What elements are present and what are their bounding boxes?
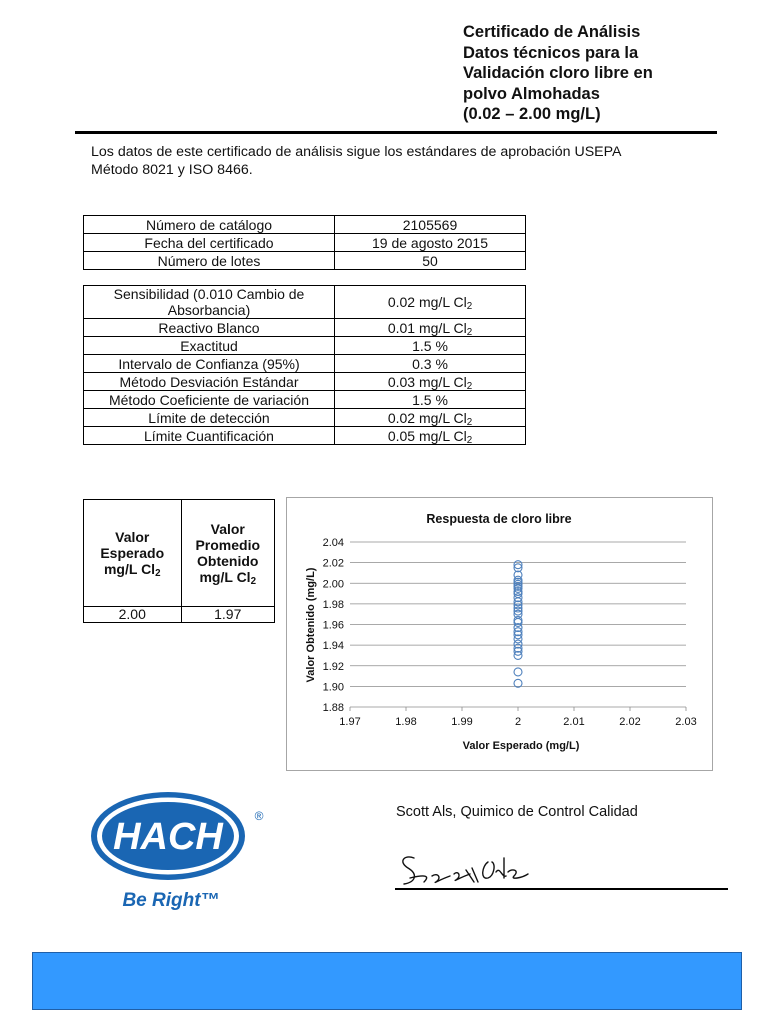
info-label: Número de catálogo [84,216,335,234]
spec-value: 0.02 mg/L $Cl_2$ [335,409,526,427]
table-row [84,409,526,427]
logo-brand-text: HACH [113,816,223,858]
spec-value: 0.3 % [335,355,526,373]
expected-value: 2.00 [84,607,182,623]
info-value: 19 de agosto 2015 [335,234,526,252]
specs-table [83,285,526,445]
spec-label: Exactitud [84,337,335,355]
scatter-chart [286,497,713,771]
table-row [84,391,526,409]
handwritten-signature [396,848,536,890]
spec-label: Sensibilidad (0.010 Cambio de Absorbancia) [84,286,335,319]
y-tick-label: 1.90 [322,681,344,694]
registered-mark: ® [254,809,264,823]
data-point [514,668,522,676]
header-divider [75,131,717,134]
results-table [83,499,275,623]
spec-label: Reactivo Blanco [84,319,335,337]
intro-paragraph: Los datos de este certificado de análisis sigue los estándares de aprobación USEPA Método 8021 y ISO 8466. [91,144,622,178]
footer-bar [32,952,742,1010]
spec-value: 0.03 mg/L $Cl_2$ [335,373,526,391]
spec-value: 1.5 % [335,391,526,409]
chart-title: Respuesta de cloro libre [426,512,572,526]
x-tick-label: 1.99 [451,716,473,728]
chart-canvas [287,498,712,770]
signatory-name: Scott Als, Quimico de Control Calidad [396,804,638,820]
spec-label: Límite de detección [84,409,335,427]
info-label: Fecha del certificado [84,234,335,252]
table-row [84,252,526,270]
x-tick-label: 2.03 [675,716,697,728]
header-expected: Valor Esperado mg/L $Cl_2$ [84,500,182,607]
signature-line [395,888,728,890]
y-tick-label: 1.92 [322,660,344,673]
info-value: 50 [335,252,526,270]
y-tick-label: 2.00 [322,578,344,591]
spec-value: 0.01 mg/L $Cl_2$ [335,319,526,337]
table-row [84,355,526,373]
y-axis-label: Valor Obtenido (mg/L) [305,567,317,683]
table-row [84,234,526,252]
table-row [84,319,526,337]
y-tick-label: 1.98 [322,598,344,611]
y-tick-label: 2.04 [322,537,344,549]
table-row [84,286,526,319]
spec-value: 1.5 % [335,337,526,355]
y-tick-label: 1.94 [322,640,344,653]
table-row [84,337,526,355]
table-header-row [84,500,275,607]
x-tick-label: 2 [514,716,522,728]
spec-value: 0.05 mg/L $Cl_2$ [335,427,526,445]
spec-value: 0.02 mg/L $Cl_2$ [335,286,526,319]
table-row [84,373,526,391]
spec-label: Método Coeficiente de variación [84,391,335,409]
hach-logo [88,790,273,920]
x-tick-label: 1.97 [339,716,361,728]
x-axis-label: Valor Esperado (mg/L) [462,740,580,752]
certificate-title: Certificado de Análisis Datos técnicos para la Validación cloro libre en polvo Almohadas (0.02 – 2.00 mg/L) [463,23,653,123]
logo-tagline: Be Right™ [122,890,220,911]
table-row [84,607,275,623]
info-label: Número de lotes [84,252,335,270]
table-row [84,427,526,445]
table-row [84,216,526,234]
info-value: 2105569 [335,216,526,234]
spec-label: Intervalo de Confianza (95%) [84,355,335,373]
obtained-value: 1.97 [181,607,275,623]
spec-label: Límite Cuantificación [84,427,335,445]
info-table [83,215,526,270]
x-tick-label: 1.98 [395,716,417,728]
y-tick-label: 1.96 [322,619,344,632]
y-tick-label: 2.02 [322,557,344,570]
spec-label: Método Desviación Estándar [84,373,335,391]
x-tick-label: 2.01 [563,716,585,728]
y-tick-label: 1.88 [322,702,344,714]
header-obtained: Valor Promedio Obtenido mg/L $Cl_2$ [181,500,275,607]
x-tick-label: 2.02 [619,716,641,728]
